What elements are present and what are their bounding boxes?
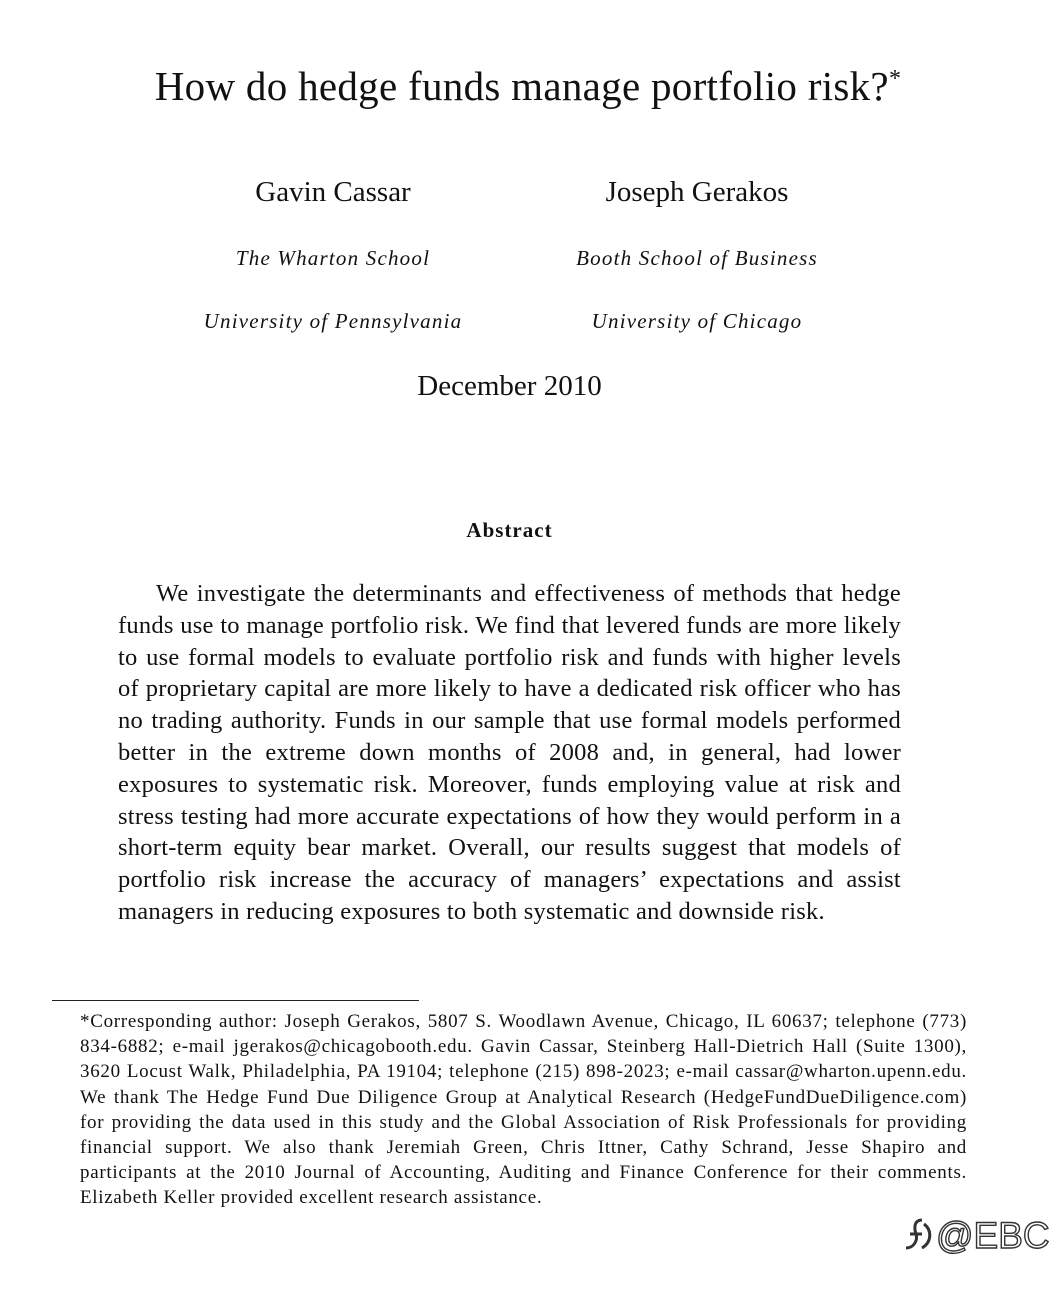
- watermark-text: @EBC: [936, 1215, 1050, 1256]
- platform-logo-icon: [902, 1214, 936, 1254]
- footnote-text: *Corresponding author: Joseph Gerakos, 5807 S. Woodlawn Avenue, Chicago, IL 60637; telephone (773) 834-6882; e-mail jgerakos@chicagobooth.edu. Gavin Cassar, Steinberg Hall-Dietrich Hall (Suite 1300), 3620 Locust Walk, Philadelphia, PA 19104; telephone (215) 898-2023; e-mail cassar@wharton.upenn.edu. We thank The Hedge Fund Due Diligence Group at Analytical Research (HedgeFundDueDiligence.com) for providing the data used in this study and the Global Association of Risk Professionals for providing financial support. We also thank Jeremiah Green, Chris Ittner, Cathy Schrand, Jesse Shapiro and participants at the 2010 Journal of Accounting, Auditing and Finance Conference for their comments. Elizabeth Keller provided excellent research assistance.: [80, 1011, 967, 1209]
- author-affiliation-school: The Wharton School: [235, 246, 431, 270]
- watermark: [902, 1214, 1052, 1258]
- author-affiliation-university: University of Chicago: [591, 309, 803, 333]
- author-affiliation-university: University of Pennsylvania: [203, 309, 463, 333]
- abstract-text: We investigate the determinants and effectiveness of methods that hedge funds use to manage portfolio risk. We find that levered funds are more likely to use formal models to evaluate portfolio risk and funds with higher levels of proprietary capital are more likely to have a dedicated risk officer who has no trading authority. Funds in our sample that use formal models performed better in the extreme down months of 2008 and, in general, had lower exposures to systematic risk. Moreover, funds employing value at risk and stress testing had more accurate expectations of how they would perform in a short-term equity bear market. Overall, our results suggest that models of portfolio risk increase the accuracy of managers’ expectations and assist managers in reducing exposures to both systematic and downside risk.: [118, 580, 901, 925]
- paper-title-text: How do hedge funds manage portfolio risk?: [154, 63, 889, 109]
- author-affiliation-school: Booth School of Business: [576, 246, 818, 270]
- corresponding-author-footnote: [52, 1009, 967, 1211]
- author-name: Joseph Gerakos: [605, 176, 789, 208]
- title-footnote-mark: *: [888, 66, 902, 92]
- author-name: Gavin Cassar: [255, 176, 411, 208]
- footnote-rule: [52, 1000, 419, 1001]
- paper-title: [0, 62, 1056, 110]
- abstract-heading: Abstract: [466, 518, 553, 542]
- publication-date: December 2010: [417, 370, 602, 402]
